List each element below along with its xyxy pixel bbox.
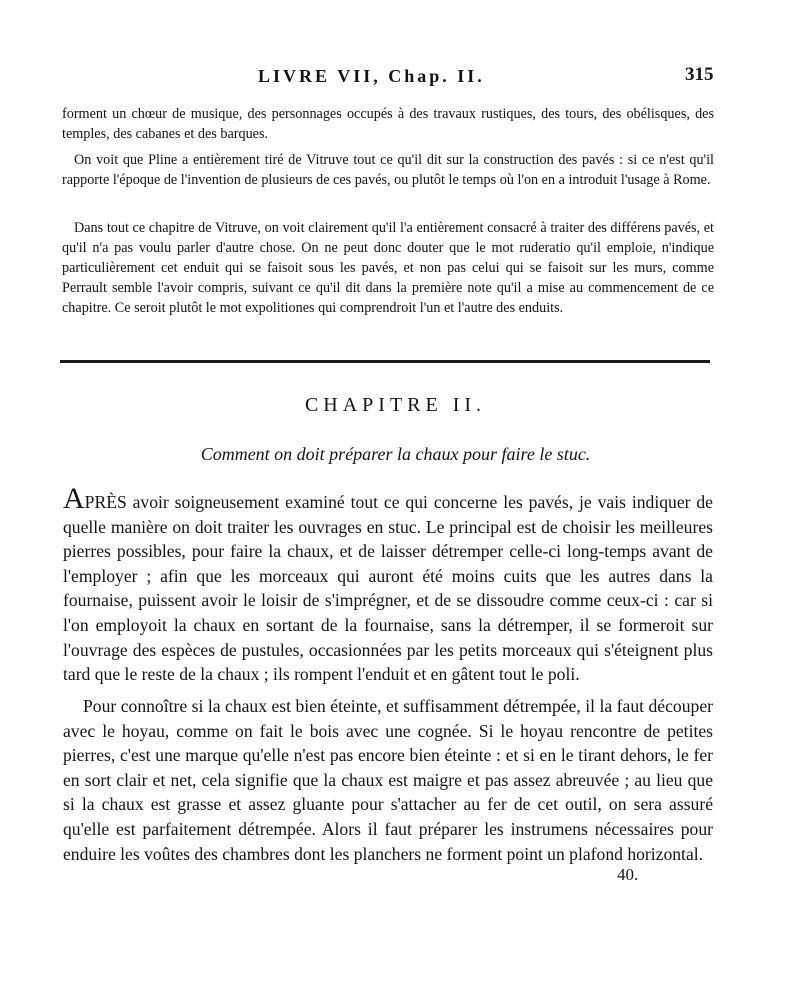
section-divider — [60, 360, 710, 363]
chapter-heading: CHAPITRE II. — [304, 394, 487, 416]
body-paragraph-2: Pour connoître si la chaux est bien éteinte, et suffisamment détrempée, il la faut découper avec le hoyau, comme on fait le bois avec une cognée. Si le hoyau rencontre de petites pierres, c'est une marque qu'elle n'est pas encore bien éteinte : et si en le tirant dehors, le fer en sort clair et net, cela signifie que la chaux est maigre et pas assez abreuvée ; au lieu que si la chaux est grasse et assez gluante pour s'attacher au fer de cet outil, on sera assuré qu'elle est parfaitement détrempée. Alors il faut préparer les instrumens nécessaires pour enduire les voûtes des chambres dont les planchers ne forment point un plafond horizontal. — [63, 696, 713, 864]
paragraph-text: PRÈS avoir soigneusement examiné tout ce qui concerne les pavés, je vais indiquer de quelle manière on doit traiter les ouvrages en stuc. Le principal est de choisir les meilleures pierres possibles, pour faire la chaux, et de laisser détremper celle-ci long-temps avant de l'employer ; afin que les morceaux qui auront été moins cuits que les autres dans la fournaise, puissent avoir le loisir de s'imprégner, et de se dissoudre comme ceux-ci : car si l'on employoit la chaux en sortant de la fournaise, sans la détremper, il se formeroit sur l'ouvrage des espèces de pustules, occasionnées par les petits morceaux qui s'éteignent plus tard que le reste de la chaux ; ils rompent l'enduit et en gâtent tout le poli. — [63, 492, 713, 685]
note-paragraph-3 — [62, 218, 714, 330]
note-paragraph-1 — [62, 104, 714, 156]
note-text: forment un chœur de musique, des personnages occupés à des travaux rustiques, des tours, des obélisques, des temples, des cabanes et des barques. — [62, 106, 714, 142]
note-paragraph-2 — [62, 150, 714, 202]
note-text: Dans tout ce chapitre de Vitruve, on voit clairement qu'il l'a entièrement consacré à traiter des différens pavés, et qu'il n'a pas voulu parler d'autre chose. On ne peut donc douter que le mot ruderatio qu'il emploie, n'indique particulièrement cet enduit qui se faisoit sous les pavés, et non pas celui qui se faisoit sur les murs, comme Perrault semble l'avoir compris, suivant ce qu'il dit dans la première note qu'il a mise au commencement de ce chapitre. Ce seroit plutôt le mot expolitiones qui comprendroit l'un et l'autre des enduits. — [62, 220, 714, 316]
body-paragraph-1 — [63, 482, 713, 687]
page-number: 315 — [685, 64, 714, 85]
note-text: On voit que Pline a entièrement tiré de Vitruve tout ce qu'il dit sur la construction des pavés : si ce n'est qu'il rapporte l'époque de l'invention de plusieurs de ces pavés, ou plutôt le temps où l'on en a introduit l'usage à Rome. — [62, 152, 714, 188]
running-head: LIVRE VII, Chap. II. — [258, 66, 485, 86]
signature-mark: 40. — [617, 865, 639, 884]
drop-cap: A — [63, 482, 85, 515]
chapter-subtitle: Comment on doit préparer la chaux pour faire le stuc. — [200, 444, 591, 464]
